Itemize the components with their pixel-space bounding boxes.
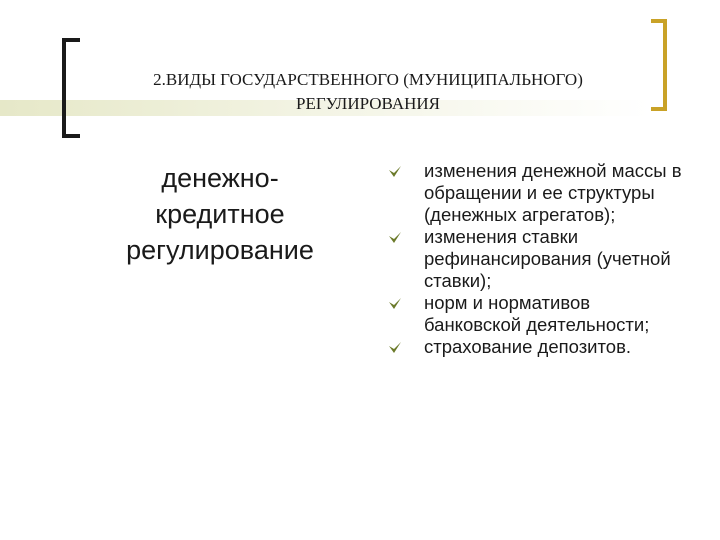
bullet-list (388, 160, 688, 358)
checkmark-bullet-icon (388, 296, 402, 310)
slide-title-line-2: РЕГУЛИРОВАНИЯ (296, 94, 440, 113)
right-bracket-decoration (651, 19, 667, 111)
bullet-text: норм и нормативов банковской деятельности; (424, 292, 650, 335)
checkmark-bullet-icon (388, 340, 402, 354)
bullet-text: изменения ставки рефинансирования (учетной ставки); (424, 226, 671, 291)
left-caption (110, 160, 330, 268)
bullet-text: изменения денежной массы в обращении и ее структуры (денежных агрегатов); (424, 160, 682, 225)
left-caption-line-2: кредитное (155, 199, 285, 229)
bullet-item (388, 226, 688, 292)
bullet-item (388, 160, 688, 226)
bullet-item (388, 336, 688, 358)
bullet-text: страхование депозитов. (424, 336, 632, 357)
left-caption-line-1: денежно- (161, 163, 279, 193)
slide-title-line-1: 2.ВИДЫ ГОСУДАРСТВЕННОГО (МУНИЦИПАЛЬНОГО) (153, 70, 583, 89)
bullet-item (388, 292, 688, 336)
checkmark-bullet-icon (388, 164, 402, 178)
left-caption-line-3: регулирование (126, 235, 314, 265)
slide-title (98, 68, 638, 116)
left-bracket-decoration (62, 38, 80, 138)
checkmark-bullet-icon (388, 230, 402, 244)
